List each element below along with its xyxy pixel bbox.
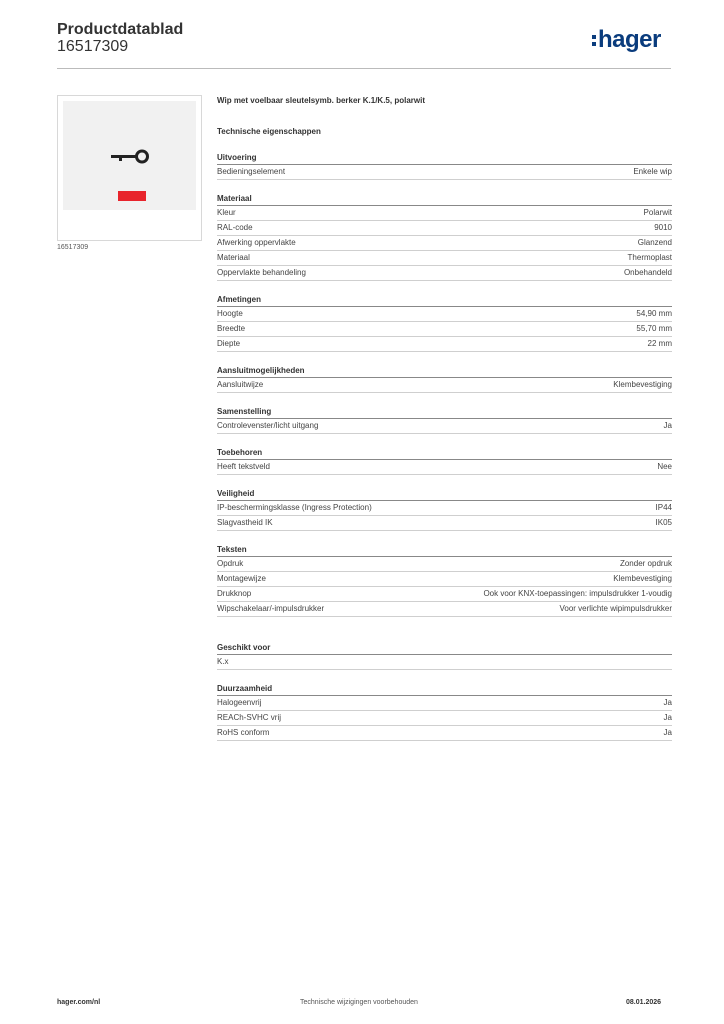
section-title: Materiaal	[217, 194, 672, 206]
spec-label: Slagvastheid IK	[217, 518, 273, 527]
spec-row	[217, 165, 672, 180]
spec-row	[217, 221, 672, 236]
section-title: Teksten	[217, 545, 672, 557]
spec-label: Hoogte	[217, 309, 243, 318]
spec-row	[217, 251, 672, 266]
spec-section	[217, 545, 672, 617]
spec-label: REACh-SVHC vrij	[217, 713, 282, 722]
header-divider	[57, 68, 671, 69]
spec-value: Onbehandeld	[623, 268, 672, 277]
spec-value: Ja	[663, 728, 672, 737]
spec-row	[217, 501, 672, 516]
spec-value: 54,90 mm	[636, 309, 672, 318]
spec-value: 22 mm	[647, 339, 672, 348]
spec-sections	[217, 153, 672, 741]
spec-value: 9010	[654, 223, 672, 232]
section-title: Aansluitmogelijkheden	[217, 366, 672, 378]
spec-section	[217, 153, 672, 180]
spec-value: Polarwit	[643, 208, 672, 217]
spec-value: Nee	[657, 462, 672, 471]
spec-row	[217, 460, 672, 475]
product-title: Wip met voelbaar sleutelsymb. berker K.1/K.5, polarwit	[217, 96, 425, 105]
spec-section	[217, 295, 672, 352]
section-title: Samenstelling	[217, 407, 672, 419]
spec-value: Glanzend	[637, 238, 672, 247]
spec-row	[217, 602, 672, 617]
spec-row	[217, 236, 672, 251]
spec-label: Materiaal	[217, 253, 250, 262]
hager-logo	[592, 26, 661, 53]
section-title: Veiligheid	[217, 489, 672, 501]
spec-label: RoHS conform	[217, 728, 270, 737]
section-title: Uitvoering	[217, 153, 672, 165]
spec-label: Montagewijze	[217, 574, 266, 583]
spec-row	[217, 206, 672, 221]
spec-label: Opdruk	[217, 559, 244, 568]
spec-heading: Technische eigenschappen	[217, 127, 321, 136]
spec-label: Oppervlakte behandeling	[217, 268, 306, 277]
spec-value: Klembevestiging	[613, 380, 672, 389]
spec-value: IP44	[655, 503, 672, 512]
spec-row	[217, 307, 672, 322]
spec-content	[217, 96, 672, 741]
spec-section	[217, 489, 672, 531]
logo-dots-icon	[592, 35, 596, 46]
spec-label: Afwerking oppervlakte	[217, 238, 296, 247]
spec-row	[217, 516, 672, 531]
spec-row	[217, 726, 672, 741]
indicator-light-icon	[118, 191, 146, 201]
spec-label: Breedte	[217, 324, 246, 333]
spec-section	[217, 407, 672, 434]
spec-label: Bedieningselement	[217, 167, 286, 176]
spec-value: Klembevestiging	[613, 574, 672, 583]
spec-row	[217, 587, 672, 602]
spec-row	[217, 337, 672, 352]
section-title: Toebehoren	[217, 448, 672, 460]
section-title: Afmetingen	[217, 295, 672, 307]
spec-value: Enkele wip	[633, 167, 672, 176]
logo-text: hager	[598, 26, 661, 53]
product-number: 16517309	[57, 38, 129, 55]
spec-row	[217, 655, 672, 670]
spec-label: Halogeenvrij	[217, 698, 262, 707]
spec-label: Wipschakelaar/-impulsdrukker	[217, 604, 325, 613]
spec-label: K.x	[217, 657, 229, 666]
key-symbol-icon	[63, 101, 196, 210]
spec-row	[217, 572, 672, 587]
spec-value: 55,70 mm	[636, 324, 672, 333]
page-title: Productdatablad	[57, 21, 184, 38]
spec-row	[217, 557, 672, 572]
spec-value: Thermoplast	[627, 253, 672, 262]
section-title: Duurzaamheid	[217, 684, 672, 696]
spec-value: Ja	[663, 698, 672, 707]
spec-label: Diepte	[217, 339, 241, 348]
spec-value: Ook voor KNX-toepassingen: impulsdrukker 1-voudig	[483, 589, 672, 598]
spec-label: IP-beschermingsklasse (Ingress Protection)	[217, 503, 372, 512]
spec-section	[217, 366, 672, 393]
product-image-surface	[63, 101, 196, 210]
footer-date: 08.01.2026	[626, 999, 662, 1006]
spec-section	[217, 684, 672, 741]
spec-value: Voor verlichte wipimpulsdrukker	[559, 604, 672, 613]
spec-label: Aansluitwijze	[217, 380, 264, 389]
spec-row	[217, 419, 672, 434]
spec-label: Controlevenster/licht uitgang	[217, 421, 319, 430]
footer-website[interactable]: hager.com/nl	[57, 999, 101, 1006]
spec-label: Kleur	[217, 208, 236, 217]
spec-row	[217, 322, 672, 337]
spec-section	[217, 194, 672, 281]
spec-row	[217, 696, 672, 711]
spec-row	[217, 378, 672, 393]
spec-row	[217, 266, 672, 281]
spec-section	[217, 643, 672, 670]
spec-section	[217, 448, 672, 475]
spec-label: Drukknop	[217, 589, 252, 598]
spec-value: Zonder opdruk	[619, 559, 672, 568]
spec-value: IK05	[655, 518, 672, 527]
product-image	[57, 95, 202, 241]
image-caption: 16517309	[57, 244, 89, 251]
spec-label: RAL-code	[217, 223, 253, 232]
spec-value: Ja	[663, 713, 672, 722]
spec-row	[217, 711, 672, 726]
spec-value: Ja	[663, 421, 672, 430]
footer-disclaimer: Technische wijzigingen voorbehouden	[300, 999, 418, 1006]
section-title: Geschikt voor	[217, 643, 672, 655]
spec-label: Heeft tekstveld	[217, 462, 270, 471]
